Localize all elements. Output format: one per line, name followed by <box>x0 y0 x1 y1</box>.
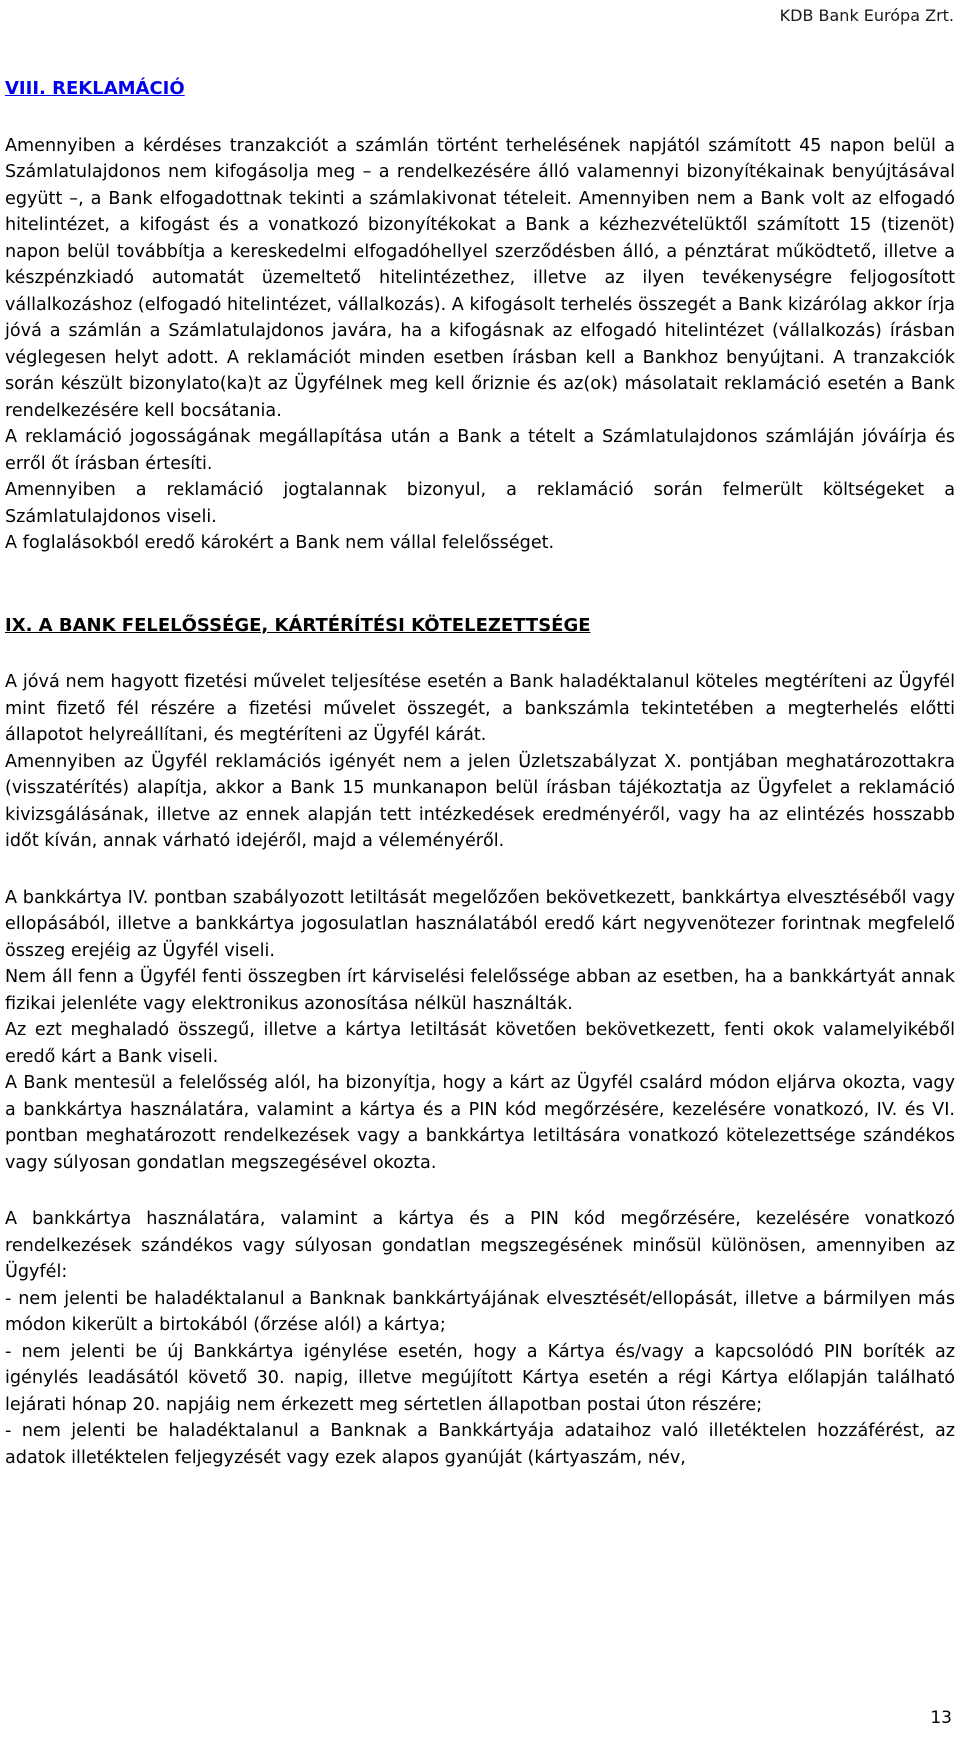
list-item: - nem jelenti be új Bankkártya igénylése esetén, hogy a Kártya és/vagy a kapcsolódó PIN boríték az igénylés leadásától követő 30. napig, illetve megújított Kártya esetén a régi Kártya előlapján található lejárati hónap 20. napjáig nem érkezett meg sértetlen állapotban postai úton részére; <box>5 1341 955 1415</box>
section-ix-paragraph: A bankkártya IV. pontban szabályozott letiltását megelőzően bekövetkezett, bankkártya elvesztéséből vagy ellopásából, illetve a bankkártya jogosulatlan használatából eredő kárt negyvenötezer forintnak megfelelő összeg erejéig az Ügyfél viseli. <box>5 887 955 961</box>
list-item: - nem jelenti be haladéktalanul a Banknak a Bankkártyája adataihoz való illetéktelen hozzáférést, az adatok illetéktelen feljegyzését vagy ezek alapos gyanúját (kártyaszám, név, <box>5 1421 955 1468</box>
page-number: 13 <box>930 1708 952 1728</box>
section-ix-paragraph: Az ezt meghaladó összegű, illetve a kártya letiltását követően bekövetkezett, fenti okok valamelyikéből eredő kárt a Bank viseli. <box>5 1020 955 1067</box>
section-ix-paragraph: A Bank mentesül a felelősség alól, ha bizonyítja, hogy a kárt az Ügyfél csalárd módon eljárva okozta, vagy a bankkártya használatára, valamint a kártya és a PIN kód megőrzésére, kezelésére vonatkozó, IV. és VI. pontban meghatározott rendelkezések vagy a bankkártya letiltására vonatkozó kötelezettsége szándékos vagy súlyosan gondatlan megszegésével okozta. <box>5 1073 955 1173</box>
section-viii-heading: VIII. REKLAMÁCIÓ <box>5 78 185 99</box>
list-item: - nem jelenti be haladéktalanul a Banknak bankkártyájának elvesztését/ellopását, illetve a bármilyen más módon kikerült a birtokából (őrzése alól) a kártya; <box>5 1288 955 1335</box>
section-ix-heading: IX. A BANK FELELŐSSÉGE, KÁRTÉRÍTÉSI KÖTELEZETTSÉGE <box>5 614 591 636</box>
section-ix-paragraph: A jóvá nem hagyott fizetési művelet teljesítése esetén a Bank haladéktalanul köteles megtéríteni az Ügyfél mint fizető fél részére a fizetési művelet összegét, a bankszámla tekintetében a megterhelés előtti állapotot helyreállítani, és megtéríteni az Ügyfél kárát. <box>5 672 955 745</box>
section-viii-paragraph: A foglalásokból eredő károkért a Bank nem vállal felelősséget. <box>5 533 555 553</box>
document-body <box>5 76 955 1471</box>
section-viii-paragraph: Amennyiben a kérdéses tranzakciót a számlán történt terhelésének napjától számított 45 napon belül a Számlatulajdonos nem kifogásolja meg – a rendelkezésére álló valamennyi bizonyítékainak benyújtásával együtt –, a Bank elfogadottnak tekinti a számlakivonat tételeit. Amennyiben nem a Bank volt az elfogadó hitelintézet, a kifogást és a vonatkozó bizonyítékokat a Bank a kézhezvételüktől számított 15 (tizenöt) napon belül továbbítja a kereskedelmi elfogadóhellyel szerződésben álló, a pénztárat működtető, illetve a készpénzkiadó automatát üzemeltető hitelintézethez, illetve az ilyen tevékenységre feljogosított vállalkozáshoz (elfogadó hitelintézet, vállalkozás). A kifogásolt terhelés összegét a Bank kizárólag akkor írja jóvá a számlán a Számlatulajdonos javára, ha a kifogásnak az elfogadó hitelintézet (vállalkozás) írásban véglegesen helyt adott. A reklamációt minden esetben írásban kell a Bankhoz benyújtani. A tranzakciók során készült bizonylato(ka)t az Ügyfélnek meg kell őriznie és az(ok) másolatait reklamáció esetén a Bank rendelkezésére kell bocsátania. <box>5 135 955 421</box>
section-viii-paragraph: A reklamáció jogosságának megállapítása után a Bank a tételt a Számlatulajdonos számláján jóváírja és erről őt írásban értesíti. <box>5 427 955 474</box>
header-company-name: KDB Bank Európa Zrt. <box>779 6 954 25</box>
section-ix-paragraph: A bankkártya használatára, valamint a kártya és a PIN kód megőrzésére, kezelésére vonatkozó rendelkezések szándékos vagy súlyosan gondatlan megszegésének minősül különösen, amennyiben az Ügyfél: <box>5 1209 955 1282</box>
section-viii-paragraph: Amennyiben a reklamáció jogtalannak bizonyul, a reklamáció során felmerült költségeket a Számlatulajdonos viseli. <box>5 480 955 527</box>
section-ix-paragraph: Nem áll fenn a Ügyfél fenti összegben írt kárviselési felelőssége abban az esetben, ha a bankkártyát annak fizikai jelenléte vagy elektronikus azonosítása nélkül használták. <box>5 967 955 1014</box>
section-ix-paragraph: Amennyiben az Ügyfél reklamációs igényét nem a jelen Üzletszabályzat X. pontjában meghatározottakra (visszatérítés) alapítja, akkor a Bank 15 munkanapon belül írásban tájékoztatja az Ügyfelet a reklamáció kivizsgálásának, illetve az ennek alapján tett intézkedések eredményéről, vagy ha az elintézés hosszabb időt kíván, annak várható idejéről, majd a véleményéről. <box>5 751 955 851</box>
